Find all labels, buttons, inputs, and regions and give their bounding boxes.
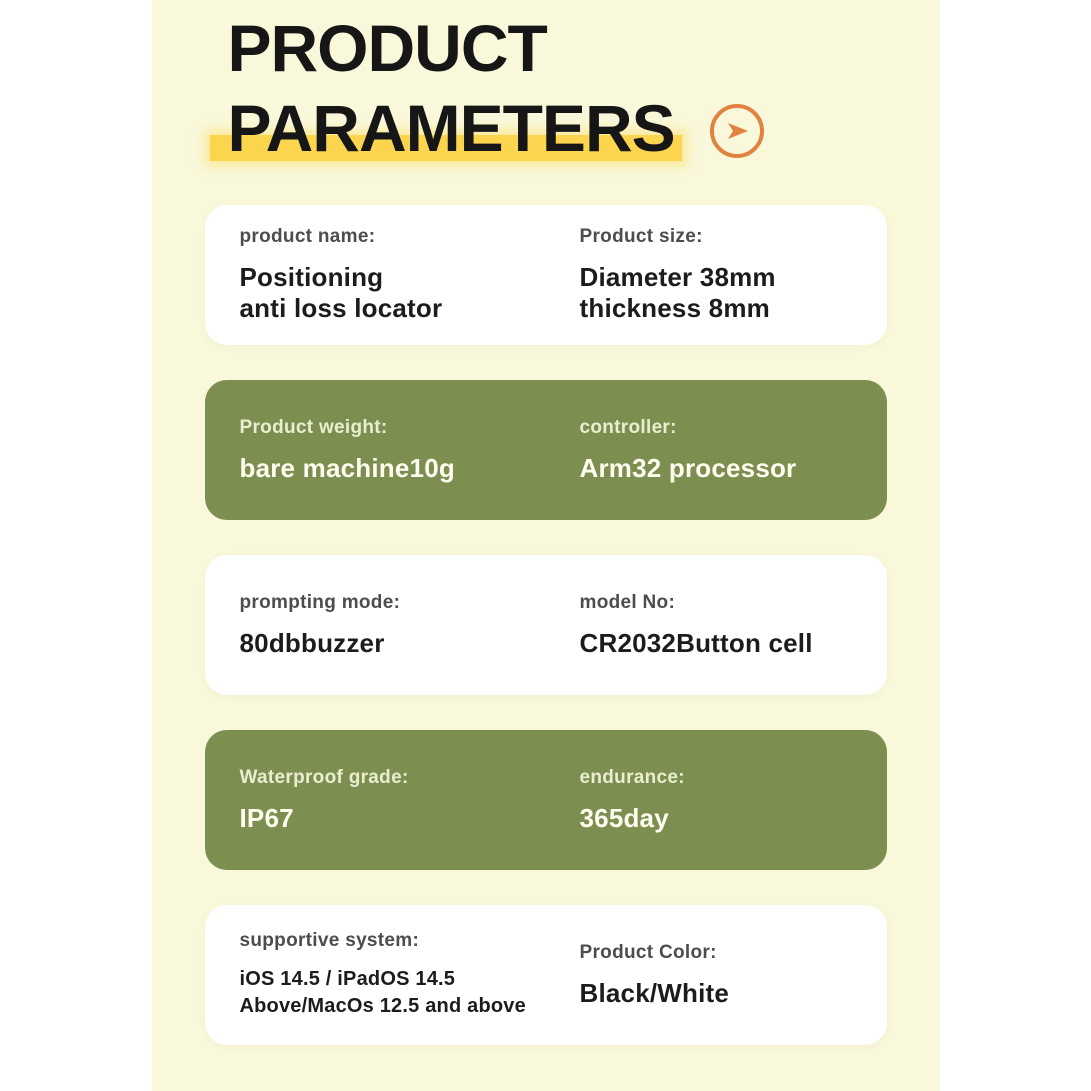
spec-label: Product weight: xyxy=(239,416,388,438)
spec-card-2 xyxy=(205,380,887,520)
spec-label: controller: xyxy=(579,416,677,438)
spec-cell-right xyxy=(580,942,887,1009)
spec-label: endurance: xyxy=(579,766,685,788)
spec-value: bare machine10g xyxy=(239,452,455,483)
spec-label: supportive system: xyxy=(239,930,420,951)
page-title-line1: PRODUCT xyxy=(227,11,547,85)
spec-value: CR2032Button cell xyxy=(579,627,813,658)
spec-cell-right xyxy=(580,767,887,834)
page-title xyxy=(228,8,675,168)
spec-card-1 xyxy=(205,205,887,345)
spec-value: 80dbbuzzer xyxy=(239,627,385,658)
spec-value: Black/White xyxy=(579,977,730,1008)
spec-label: Product Color: xyxy=(579,941,717,963)
arrow-right-icon xyxy=(722,116,752,146)
spec-value: 365day xyxy=(579,802,669,833)
spec-card-4 xyxy=(205,730,887,870)
spec-cell-left xyxy=(240,592,580,659)
spec-card-3 xyxy=(205,555,887,695)
spec-cell-right xyxy=(580,592,887,659)
spec-label: prompting mode: xyxy=(239,591,401,613)
page-title-line2: PARAMETERS xyxy=(227,91,675,165)
spec-cell-right xyxy=(580,417,887,484)
spec-value: Positioning anti loss locator xyxy=(239,262,443,323)
product-parameters-poster xyxy=(152,0,940,1091)
arrow-badge xyxy=(710,104,764,158)
spec-value: Arm32 processor xyxy=(579,452,797,483)
spec-cell-right xyxy=(580,226,887,324)
spec-cell-left xyxy=(240,767,580,834)
spec-cell-left xyxy=(240,417,580,484)
spec-cell-left xyxy=(240,930,580,1020)
spec-label: Product size: xyxy=(579,226,703,247)
spec-value: iOS 14.5 / iPadOS 14.5 Above/MacOs 12.5 and above xyxy=(239,968,526,1017)
spec-label: product name: xyxy=(239,226,376,247)
spec-label: model No: xyxy=(579,591,676,613)
spec-card-5 xyxy=(205,905,887,1045)
spec-cards xyxy=(205,205,887,1080)
spec-label: Waterproof grade: xyxy=(239,766,409,788)
spec-value: Diameter 38mm thickness 8mm xyxy=(579,262,776,323)
spec-value: IP67 xyxy=(239,802,294,833)
spec-cell-left xyxy=(240,226,580,324)
